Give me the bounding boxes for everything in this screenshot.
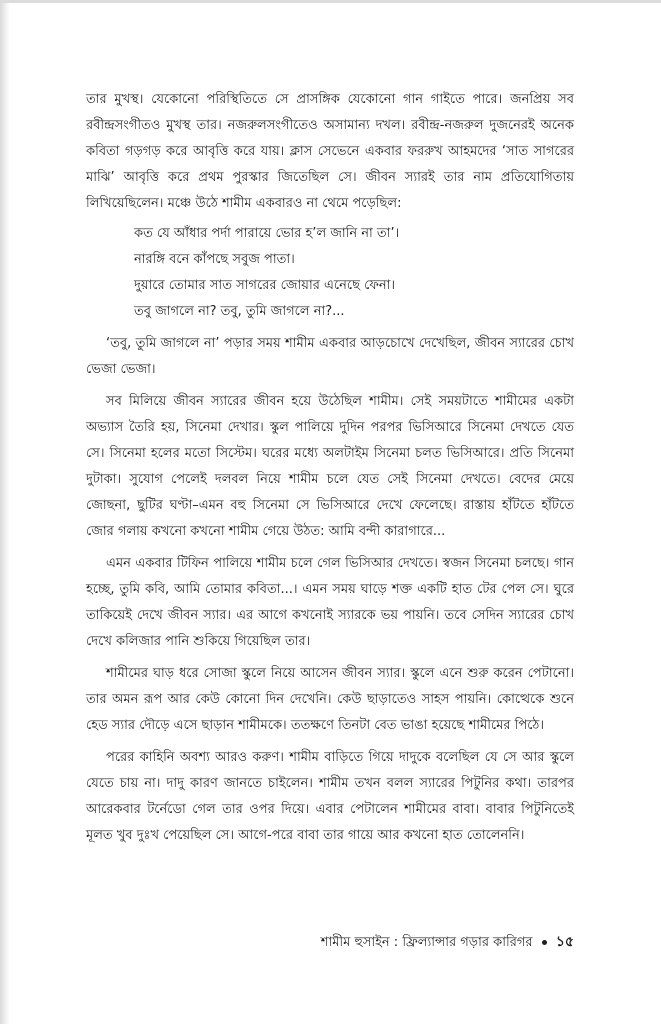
paragraph-3: সব মিলিয়ে জীবন স্যারের জীবন হয়ে উঠেছিল শামীম। সেই সময়টাতে শামীমের একটা অভ্যাস তৈরি হয়, সিনেমা দেখার। স্কুল পালিয়ে দুদিন পরপর ভিসিআরে সিনেমা দেখতে যেত সে। সিনেমা হলের মতো সিস্টেম। ঘরের মধ্যে অলটাইম সিনেমা চলত ভিসিআরে। প্রতি সিনেমা দুটাকা। সুযোগ পেলেই দলবল নিয়ে শামীম চলে যেত সেই সিনেমা দেখতে। বেদের মেয়ে জোছনা, ছুটির ঘণ্টা–এমন বহু সিনেমা সে ভিসিআরে দেখে ফেলেছে। রাস্তায় হাঁটতে হাঁটতে জোর গলায় কখনো কখনো শামীম গেয়ে উঠত: আমি বন্দী কারাগারে...: [86, 394, 574, 539]
paragraph-6: পরের কাহিনি অবশ্য আরও করুণ। শামীম বাড়িতে গিয়ে দাদুকে বলেছিল যে সে আর স্কুলে যেতে চায় না। দাদু কারণ জানতে চাইলেন। শামীম তখন বলল স্যারের পিটুনির কথা। তারপর আরেকবার টর্নেডো গেল তার ওপর দিয়ে। এবার পেটালেন শামীমের বাবা। বাবার পিটুনিতেই মূলত খুব দুঃখ পেয়েছিল সে। আগে-পরে বাবা তার গায়ে আর কখনো হাত তোলেননি।: [86, 750, 574, 843]
paragraph-4: এমন একবার টিফিন পালিয়ে শামীম চলে গেল ভিসিআর দেখতে। স্বজন সিনেমা চলছে। গান হচ্ছে, তুমি কবি, আমি তোমার কবিতা...। এমন সময় ঘাড়ে শক্ত একটি হাত টের পেল সে। ঘুরে তাকিয়েই দেখে জীবন স্যার। এর আগে কখনোই স্যারকে ভয় পায়নি। তবে সেদিন স্যারের চোখ দেখে কলিজার পানি শুকিয়ে গিয়েছিল তার।: [86, 556, 574, 649]
verse-block: [134, 221, 574, 325]
paragraph-1: তার মুখস্থ। যেকোনো পরিস্থিতিতে সে প্রাসঙ্গিক যেকোনো গান গাইতে পারে। জনপ্রিয় সব রবীন্দ্রসংগীতও মুখস্থ তার। নজরুলসংগীতেও অসামান্য দখল। রবীন্দ্র-নজরুল দুজনেরই অনেক কবিতা গড়গড় করে আবৃত্তি করে যায়। ক্লাস সেভেনে একবার ফররুখ আহমদের ‘সাত সাগরের মাঝি’ আবৃত্তি করে প্রথম পুরস্কার জিতেছিল সে। জীবন স্যারই তার নাম প্রতিযোগিতায় লিখিয়েছিলেন। মঞ্চে উঠে শামীম একবারও না থেমে পড়েছিল:: [86, 92, 574, 211]
page-top-edge: [0, 0, 661, 3]
page-gutter-shadow: [0, 0, 10, 1024]
paragraph-2: ‘তবু, তুমি জাগলে না’ পড়ার সময় শামীম একবার আড়চোখে দেখেছিল, জীবন স্যারের চোখ ভেজা ভেজা।: [86, 336, 574, 377]
page-footer: [86, 930, 574, 954]
running-title: শামীম হুসাইন : ফ্রিল্যান্সার গড়ার কারিগর: [320, 935, 533, 950]
paragraph-5: শামীমের ঘাড় ধরে সোজা স্কুলে নিয়ে আসেন জীবন স্যার। স্কুলে এনে শুরু করেন পেটানো। তার অমন রূপ আর কেউ কোনো দিন দেখেনি। কেউ ছাড়াতেও সাহস পায়নি। কোত্থেকে শুনে হেড স্যার দৌড়ে এসে ছাড়ান শামীমকে। ততক্ষণে তিনটা বেত ভাঙা হয়েছে শামীমের পিঠে।: [86, 666, 574, 733]
body-text: [86, 87, 574, 849]
verse-line-1: কত যে আঁধার পর্দা পারায়ে ভোর হ’ল জানি না তা’।: [134, 226, 400, 241]
verse-line-2: নারঙ্গি বনে কাঁপছে সবুজ পাতা।: [134, 252, 295, 267]
verse-line-4: তবু জাগলে না? তবু, তুমি জাগলে না?...: [134, 304, 345, 319]
page-number: ১৫: [555, 934, 574, 950]
bullet-separator-icon: [542, 940, 547, 945]
verse-line-3: দুয়ারে তোমার সাত সাগরের জোয়ার এনেছে ফেনা।: [134, 278, 396, 293]
